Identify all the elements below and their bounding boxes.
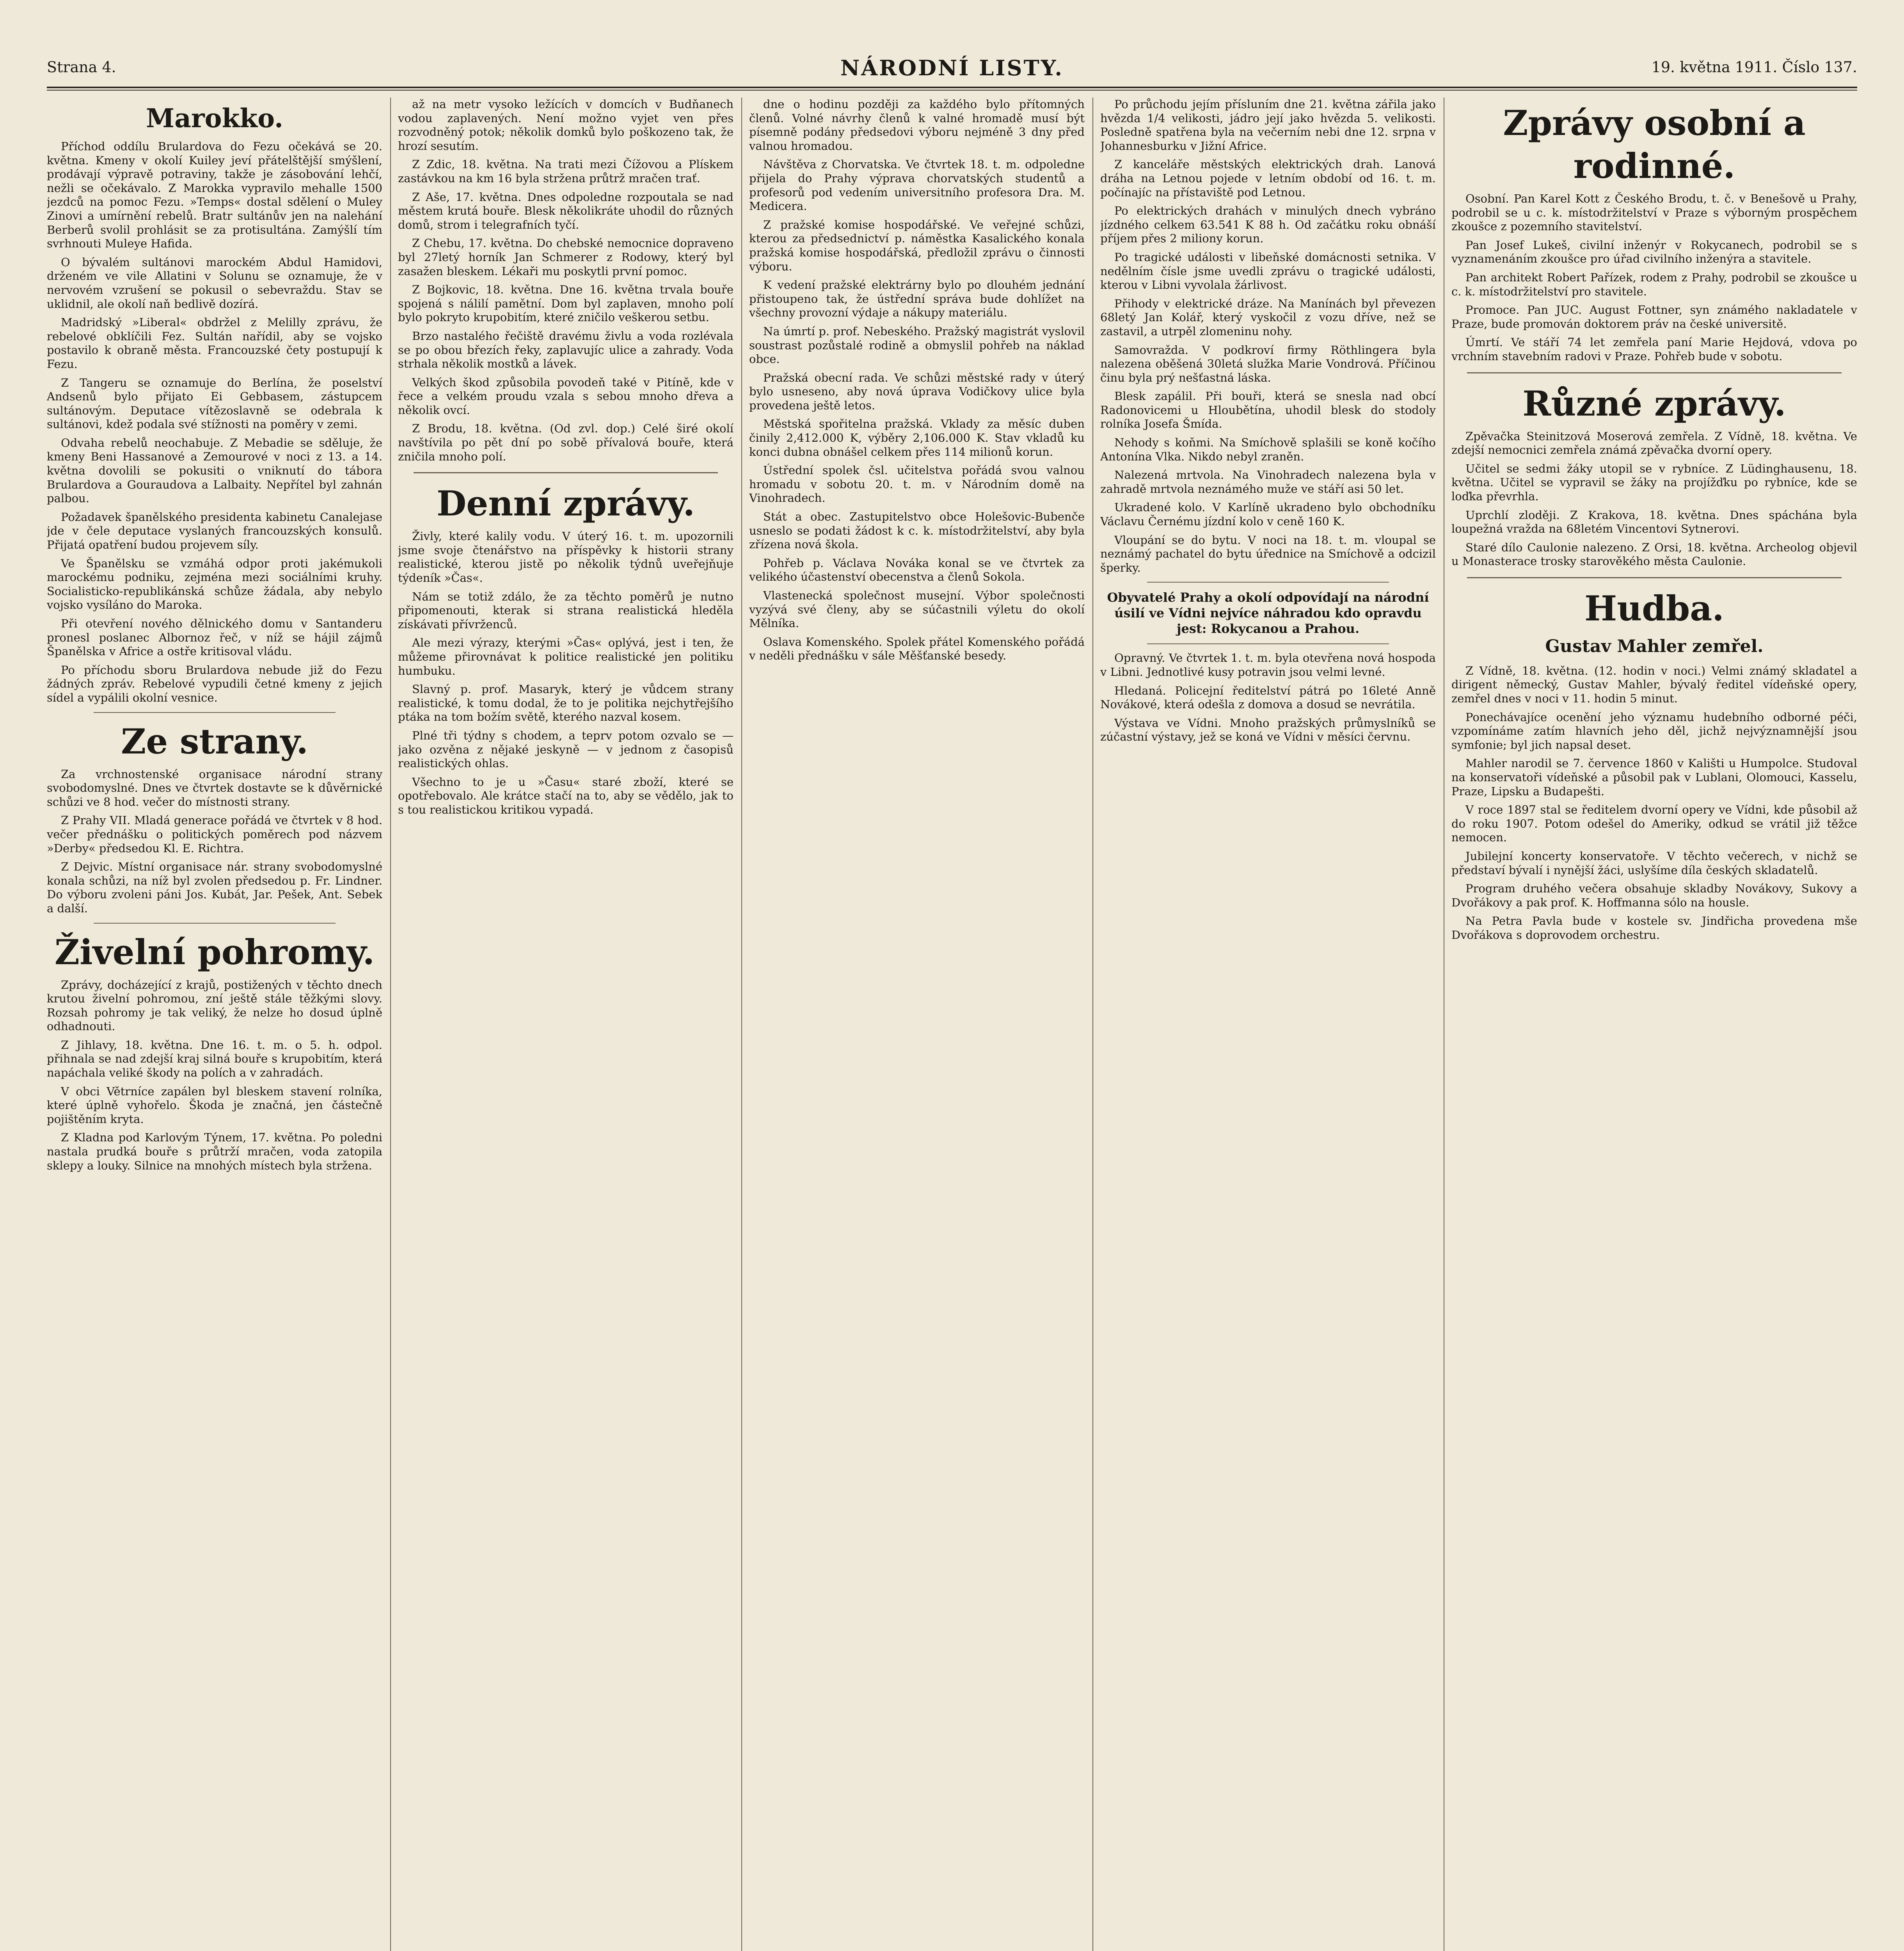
notice-paragraph: Obyvatelé Prahy a okolí odpovídají na národní úsilí ve Vídni nejvíce náhradou kdo opravdu jest: Rokycanou a Prahou. <box>1107 590 1429 636</box>
ruzne-heading: Různé zprávy. <box>1522 383 1786 424</box>
article-paragraph: Z Bojkovic, 18. května. Dne 16. května trvala bouře spojená s nálilí pamětní. Dom byl zaplaven, mnoho polí bylo pokryto krupobitím, které zničilo veškerou setbu. <box>398 283 734 324</box>
article-paragraph: Stát a obec. Zastupitelstvo obce Holešovic-Bubenče usneslo se podati žádost k c. k. místodržitelství, aby byla zřízena nová škola. <box>749 510 1085 551</box>
article-paragraph: Ukradené kolo. V Karlíně ukradeno bylo obchodníku Václavu Černému jízdní kolo v ceně 160 K. <box>1100 501 1436 528</box>
masthead-rule-thin <box>47 90 1857 91</box>
article-paragraph: Z Dejvic. Místní organisace nár. strany svobodomyslné konala schůzi, na níž byl zvolen předsedou p. Fr. Lindner. Do výboru zvoleni páni Jos. Kubát, Jar. Pešek, Ant. Sebek a další. <box>47 860 382 915</box>
column-4 <box>1100 98 1436 1951</box>
article-paragraph: V obci Větrníce zapálen byl bleskem stavení rolníka, které úplně vyhořelo. Škoda je značná, jen částečně pojištěním kryta. <box>47 1084 382 1126</box>
article-paragraph: Brzo nastalého řečiště dravému živlu a voda rozlévala se po obou březích řeky, zaplavujíc ulice a zahrady. Voda strhala několik mostků a lávek. <box>398 329 734 371</box>
article-paragraph: Na úmrtí p. prof. Nebeského. Pražský magistrát vyslovil soustrast pozůstalé rodině a obmyslil pohřeb na náklad obce. <box>749 324 1085 366</box>
article-paragraph: Nehody s koňmi. Na Smíchově splašili se koně kočího Antonína Vlka. Nikdo nebyl zraněn. <box>1100 436 1436 463</box>
article-paragraph: Úmrtí. Ve stáří 74 let zemřela paní Marie Hejdová, vdova po vrchním stavebním radovi v Praze. Pohřeb bude v sobotu. <box>1451 336 1857 363</box>
article-paragraph: Nalezená mrtvola. Na Vinohradech nalezena byla v zahradě mrtvola neznámého muže ve stáří asi 50 let. <box>1100 468 1436 496</box>
article-paragraph: Velkých škod způsobila povodeň také v Pitíně, kde v řece a velkém proudu vzala s sebou mnoho dřeva a několik ovcí. <box>398 375 734 417</box>
article-paragraph: O bývalém sultánovi marockém Abdul Hamidovi, drženém ve vile Allatini v Solunu se oznamuje, že v nervovém vzrušení se pokusil o sebevraždu. Stav se uklidnil, ale okolí naň bedlivě dozírá. <box>47 255 382 311</box>
article-paragraph: Po průchodu jejím přísluním dne 21. května zářila jako hvězda 1/4 velikosti, jádro její jako hvězda 5. velikosti. Posledně spatřena byla na večerním nebi dne 12. srpna v Johannesburku v Jižní Africe. <box>1100 98 1436 153</box>
article-paragraph: Mahler narodil se 7. července 1860 v Kališti u Humpolce. Studoval na konservatoři vídeňské a působil pak v Lublani, Olomouci, Kasselu, Praze, Lipsku a Budapešti. <box>1451 757 1857 798</box>
column-rule <box>1092 98 1093 1951</box>
article-paragraph: až na metr vysoko ležících v domcích v Budňanech vodou zaplavených. Není možno vyjet ven přes rozvodněný potok; několik domků bylo poškozeno tak, že hrozí sesutím. <box>398 98 734 153</box>
article-paragraph: V roce 1897 stal se ředitelem dvorní opery ve Vídni, kde působil až do roku 1907. Potom odešel do Ameriky, odkud se vrátil již těžce nemocen. <box>1451 803 1857 844</box>
article-paragraph: Z pražské komise hospodářské. Ve veřejné schůzi, kterou za předsednictví p. náměstka Kasalického konala pražská komise hospodářská, předložil zprávu o činnosti výboru. <box>749 218 1085 273</box>
article-paragraph: Při otevření nového dělnického domu v Santanderu pronesl poslanec Albornoz řeč, v níž se hájil zájmů Španělska v Africe a ostře kritisoval vládu. <box>47 617 382 658</box>
column-3 <box>749 98 1085 1951</box>
column-5 <box>1451 98 1857 1951</box>
article-paragraph: Ústřední spolek čsl. učitelstva pořádá svou valnou hromadu v sobotu 20. t. m. v Národním domě na Vinohradech. <box>749 464 1085 505</box>
article-paragraph: Plné tři týdny s chodem, a teprv potom ozvalo se — jako ozvěna z nějaké jeskyně — v jednom z časopisů realistických ohlas. <box>398 729 734 770</box>
article-paragraph: Odvaha rebelů neochabuje. Z Mebadie se sděluje, že kmeny Beni Hassanové a Zemourové v noci z 13. a 14. května dovolili se pokusiti o vniknutí do tábora Brulardova a Gouraudova a Lalbaity. Nepřítel byl zahnán palbou. <box>47 436 382 505</box>
article-paragraph: Vlastenecká společnost musejní. Výbor společnosti vyzývá své členy, aby se súčastnili výletu do okolí Mělníka. <box>749 589 1085 630</box>
article-paragraph: Z Tangeru se oznamuje do Berlína, že poselství Andsenů bylo přijato Ei Gebbasem, zástupcem sultánovým. Deputace vítězoslavně se odebrala k sultánovi, kdež podala své stížnosti na poměry v zemi. <box>47 376 382 431</box>
article-paragraph: Ponechávajíce ocenění jeho významu hudebního odborné péči, vzpomínáme zatím hlavních jeho děl, jichž nejvýznamnější jsou symfonie; byl jich napsal deset. <box>1451 710 1857 752</box>
masthead <box>47 55 1857 86</box>
section-divider <box>1147 643 1389 644</box>
article-paragraph: Z Prahy VII. Mladá generace pořádá ve čtvrtek v 8 hod. večer přednášku o politických poměrech pod názvem »Derby« předsedou Kl. E. Richtra. <box>47 814 382 855</box>
osobni-heading: Zprávy osobní a rodinné. <box>1503 103 1806 186</box>
section-divider <box>1467 372 1842 373</box>
article-paragraph: Městská spořitelna pražská. Vklady za měsíc duben činily 2,412.000 K, výběry 2,106.000 K. Stav vkladů ku konci dubna obnášel celkem přes 114 milionů korun. <box>749 417 1085 458</box>
date-issue: 19. května 1911. Číslo 137. <box>1651 59 1857 76</box>
article-paragraph: Po elektrických drahách v minulých dnech vybráno jízdného celkem 63.541 K 88 h. Od začátku roku obnáší příjem přes 2 miliony korun. <box>1100 204 1436 245</box>
article-paragraph: Ale mezi výrazy, kterými »Čas« oplývá, jest i ten, že můžeme přirovnávat k politice realistické jen politiku humbuku. <box>398 636 734 677</box>
article-paragraph: Po příchodu sboru Brulardova nebude již do Fezu žádných zpráv. Rebelové vypudili četné kmeny z jejich sídel a vypálili okolní vesnice. <box>47 663 382 704</box>
column-rule <box>741 98 742 1951</box>
article-paragraph: Z Zdic, 18. května. Na trati mezi Čížovou a Plískem zastávkou na km 16 byla stržena průtrž mračen trať. <box>398 158 734 185</box>
article-paragraph: Z Jihlavy, 18. května. Dne 16. t. m. o 5. h. odpol. přihnala se nad zdejší kraj silná bouře s krupobitím, která napáchala veliké škody na polích a v zahradách. <box>47 1038 382 1080</box>
article-paragraph: Za vrchnostenské organisace národní strany svobodomyslné. Dnes ve čtvrtek dostavte se k důvěrnické schůzi ve 8 hod. večer do místnosti strany. <box>47 767 382 808</box>
article-paragraph: Požadavek španělského presidenta kabinetu Canalejase jde v čele deputace vyslaných francouzských konsulů. Přijatá opatření budou projevem síly. <box>47 510 382 552</box>
article-paragraph: Z Aše, 17. května. Dnes odpoledne rozpoutala se nad městem krutá bouře. Blesk několikráte uhodil do různých domů, strom i telegrafních tyčí. <box>398 190 734 231</box>
denni-heading: Denní zprávy. <box>436 483 695 524</box>
article-paragraph: Slavný p. prof. Masaryk, který je vůdcem strany realistické, k tomu dodal, že to je politika nejchytřejšího ptáka na tom božím světě, kterého nazval kosem. <box>398 682 734 724</box>
article-paragraph: Návštěva z Chorvatska. Ve čtvrtek 18. t. m. odpoledne přijela do Prahy výprava chorvatských studentů a profesorů pod vedením universitního profesora Dra. M. Medicera. <box>749 158 1085 213</box>
article-paragraph: Pohřeb p. Václava Nováka konal se ve čtvrtek za velikého účastenství obecenstva a členů Sokola. <box>749 556 1085 584</box>
article-paragraph: Ve Španělsku se vzmáhá odpor proti jakémukoli marockému podniku, zejména mezi sociálními kruhy. Socialisticko-republikánská schůze žádala, aby nebylo vojsko vysíláno do Maroka. <box>47 556 382 612</box>
article-paragraph: Z kanceláře městských elektrických drah. Lanová dráha na Letnou pojede v letním období od 16. t. m. počínajíc na přístaviště pod Letnou. <box>1100 158 1436 199</box>
section-divider <box>94 712 336 713</box>
article-paragraph: Příchod oddílu Brulardova do Fezu očekává se 20. května. Kmeny v okolí Kuiley jeví přátelštější smýšlení, prodávají výpravě potraviny, takže je zásobování lehčí, nežli se očekávalo. Z Marokka vypravilo mehalle 1500 jezdců na pomoc Fezu. »Temps« dostal sdělení o Muley Zinovi a umírnění rebelů. Bratr sultánův jen na nalehání Berberů svolil prohlásit se za protisultána. Zamýšlí tím svrhnouti Muleye Hafida. <box>47 140 382 251</box>
article-paragraph: Oslava Komenského. Spolek přátel Komenského pořádá v neděli přednášku v sále Měšťanské besedy. <box>749 635 1085 663</box>
article-paragraph: dne o hodinu později za každého bylo přítomných členů. Volné návrhy členů k valné hromadě musí být písemně podány předsedovi výboru nejméně 3 dny před valnou hromadou. <box>749 98 1085 153</box>
section-divider <box>1147 582 1389 583</box>
article-paragraph: Madridský »Liberal« obdržel z Melilly zprávu, že rebelové obklíčili Fez. Sultán nařídil, aby se vojsko postavilo k obraně města. Francouzské čety postupují k Fezu. <box>47 316 382 371</box>
section-divider <box>414 472 718 473</box>
article-paragraph: Všechno to je u »Času« staré zboží, které se opotřebovalo. Ale krátce stačí na to, aby se vědělo, jak to s tou realistickou kritikou vypadá. <box>398 775 734 816</box>
article-paragraph: Program druhého večera obsahuje skladby Novákovy, Sukovy a Dvořákovy a pak prof. K. Hoffmanna sólo na housle. <box>1451 882 1857 909</box>
article-paragraph: Pan architekt Robert Pařízek, rodem z Prahy, podrobil se zkoušce u c. k. místodržitelství pro stavitele. <box>1451 270 1857 298</box>
article-paragraph: Staré dílo Caulonie nalezeno. Z Orsi, 18. května. Archeolog objevil u Monasterace trosky starověkého města Caulonie. <box>1451 540 1857 568</box>
article-paragraph: Opravný. Ve čtvrtek 1. t. m. byla otevřena nová hospoda v Libni. Jednotlivé kusy potravin jsou velmi levné. <box>1100 651 1436 679</box>
article-paragraph: Vloupání se do bytu. V noci na 18. t. m. vloupal se neznámý pachatel do bytu úřednice na Smíchově a odcizil šperky. <box>1100 533 1436 574</box>
article-paragraph: Z Chebu, 17. května. Do chebské nemocnice dopraveno byl 27letý horník Jan Schmerer z Rodowy, který byl zasažen bleskem. Lékaři mu poskytli první pomoc. <box>398 236 734 278</box>
article-paragraph: Nám se totiž zdálo, že za těchto poměrů je nutno připomenouti, kterak si strana realistická hleděla získávati přívrženců. <box>398 590 734 631</box>
page-label: Strana 4. <box>47 59 116 76</box>
article-paragraph: Jubilejní koncerty konservatoře. V těchto večerech, v nichž se představí bývalí i nynější žáci, uslyšíme díla českých skladatelů. <box>1451 849 1857 877</box>
section-divider <box>1467 577 1842 578</box>
article-paragraph: Promoce. Pan JUC. August Fottner, syn známého nakladatele v Praze, bude promován doktorem práv na české universitě. <box>1451 303 1857 330</box>
article-paragraph: Osobní. Pan Karel Kott z Českého Brodu, t. č. v Benešově u Prahy, podrobil se u c. k. místodržitelství v Praze s výborným prospěchem zkoušce z pozemního stavitelství. <box>1451 192 1857 233</box>
zivelni-heading: Živelní pohromy. <box>54 931 375 972</box>
article-paragraph: Z Vídně, 18. května. (12. hodin v noci.) Velmi známý skladatel a dirigent německý, Gustav Mahler, bývalý ředitel vídeňské opery, zemřel dnes v noci v 11. hodin 5 minut. <box>1451 664 1857 705</box>
section-divider <box>94 923 336 924</box>
article-paragraph: Uprchlí zloději. Z Krakova, 18. května. Dnes spáchána byla loupežná vražda na 68letém Vincentovi Sytnerovi. <box>1451 508 1857 536</box>
strany-heading: Ze strany. <box>121 721 309 762</box>
hudba-heading: Hudba. <box>1584 588 1724 629</box>
article-paragraph: Učitel se sedmi žáky utopil se v rybníce. Z Lüdinghausenu, 18. května. Učitel se vypravil se žáky na projížďku po rybníce, kde se loďka převrhla. <box>1451 462 1857 503</box>
article-paragraph: Zpěvačka Steinitzová Moserová zemřela. Z Vídně, 18. května. Ve zdejší nemocnici zemřela známá zpěvačka dvorní opery. <box>1451 429 1857 457</box>
article-paragraph: Z Kladna pod Karlovým Týnem, 17. května. Po poledni nastala prudká bouře s průtrží mračen, voda zatopila sklepy a louky. Silnice na mnohých místech byla stržena. <box>47 1131 382 1172</box>
masthead-rule <box>47 87 1857 88</box>
article-paragraph: Pan Josef Lukeš, civilní inženýr v Rokycanech, podrobil se s vyznamenáním zkoušce pro úřad civilního inženýra a stavitele. <box>1451 238 1857 266</box>
column-rule <box>390 98 391 1951</box>
article-paragraph: Blesk zapálil. Při bouři, která se snesla nad obcí Radonovicemi u Hloubětína, uhodil blesk do stodoly rolníka Josefa Šmída. <box>1100 389 1436 431</box>
marokko-heading: Marokko. <box>146 103 283 133</box>
article-paragraph: Výstava ve Vídni. Mnoho pražských průmyslníků se zúčastní výstavy, jež se koná ve Vídni v měsíci červnu. <box>1100 716 1436 744</box>
article-paragraph: Samovražda. V podkroví firmy Röthlingera byla nalezena oběšená 30letá služka Marie Vondrová. Příčinou činu byla prý nešťastná láska. <box>1100 343 1436 384</box>
column-1 <box>47 98 382 1951</box>
article-paragraph: Hledaná. Policejní ředitelství pátrá po 16leté Anně Novákové, která odešla z domova a dosud se nevrátila. <box>1100 684 1436 711</box>
column-2 <box>398 98 734 1951</box>
article-paragraph: Na Petra Pavla bude v kostele sv. Jindřicha provedena mše Dvořákova s doprovodem orchestru. <box>1451 914 1857 942</box>
article-paragraph: K vedení pražské elektrárny bylo po dlouhém jednání přistoupeno tak, že ústřední správa bude dohlížet na všechny provozní výdaje a nákupy materiálu. <box>749 278 1085 320</box>
article-paragraph: Pražská obecní rada. Ve schůzi městské rady v úterý bylo usneseno, aby nová úprava Vodičkovy ulice byla provedena ještě letos. <box>749 371 1085 412</box>
hudba-subheading: Gustav Mahler zemřel. <box>1545 636 1764 656</box>
article-paragraph: Zprávy, docházející z krajů, postižených v těchto dnech krutou živelní pohromou, zní ještě stále těžkými slovy. Rozsah pohromy je tak veliký, že nelze ho dosud úplně odhadnouti. <box>47 978 382 1033</box>
article-paragraph: Přihody v elektrické dráze. Na Manínách byl převezen 68letý Jan Kolář, který vyskočil z vozu dříve, než se zastavil, a utrpěl zlomeninu nohy. <box>1100 297 1436 338</box>
article-paragraph: Živly, které kalily vodu. V úterý 16. t. m. upozornili jsme svoje čtenářstvo na příspěvky k historii strany realistické, kterou jistě po několik týdnů uveřejňuje týdeník »Čas«. <box>398 530 734 585</box>
article-paragraph: Z Brodu, 18. května. (Od zvl. dop.) Celé širé okolí navštívila po pět dní po sobě přívalová bouře, která zničila mnoho polí. <box>398 422 734 463</box>
article-paragraph: Po tragické události v libeňské domácnosti setnika. V nedělním čísle jsme uvedli zprávu o tragické události, kterou v Libni vyvolala žárlivost. <box>1100 250 1436 292</box>
newspaper-title: NÁRODNÍ LISTY. <box>840 55 1064 80</box>
